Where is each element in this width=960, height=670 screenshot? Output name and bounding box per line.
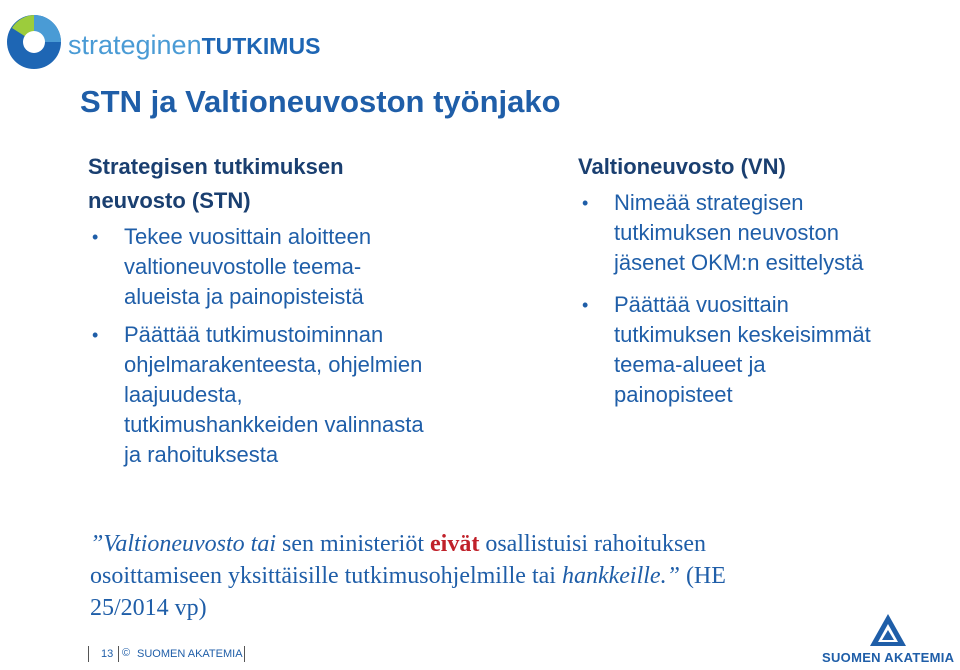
bullet-icon: • <box>582 295 589 315</box>
quote-close-mark: ” <box>666 563 680 589</box>
quote-italic-text: hankkeille. <box>561 563 667 589</box>
bullet-line: laajuudesta, <box>124 382 243 407</box>
bullet-line: Päättää tutkimustoiminnan <box>124 322 384 347</box>
quote-text: osoittamiseen yksittäisille tutkimusohjelmille tai <box>90 563 562 589</box>
footer-divider <box>244 646 245 662</box>
quote-italic-text: Valtioneuvosto tai <box>103 531 277 557</box>
slide-title: STN ja Valtioneuvoston työnjako <box>80 84 561 119</box>
strateginen-tutkimus-logo <box>4 4 321 78</box>
left-bullet-item <box>88 222 548 312</box>
bullet-line: ohjelmarakenteesta, ohjelmien <box>124 352 423 377</box>
bullet-line: tutkimuksen neuvoston <box>614 220 840 245</box>
bullet-line: painopisteet <box>614 382 733 407</box>
bullet-line: ja rahoituksesta <box>124 442 279 467</box>
suomen-akatemia-text: SUOMEN AKATEMIA <box>822 650 955 665</box>
right-bullet-item <box>578 290 958 410</box>
bullet-line: jäsenet OKM:n esittelystä <box>614 250 864 275</box>
right-bullet-list <box>578 188 958 410</box>
bullet-icon: • <box>92 227 99 247</box>
logo-word-tutkimus: TUTKIMUS <box>201 33 321 59</box>
suomen-akatemia-logo <box>822 612 954 666</box>
bullet-line: tutkimushankkeiden valinnasta <box>124 412 424 437</box>
footer-divider <box>88 646 89 662</box>
quote-citation: (HE <box>679 563 726 589</box>
footer <box>0 642 960 670</box>
left-heading-line: neuvosto (STN) <box>88 188 251 213</box>
quote-open-mark: ” <box>90 531 104 557</box>
bullet-line: teema-alueet ja <box>614 352 766 377</box>
left-heading <box>88 150 548 218</box>
left-column <box>88 150 548 470</box>
right-column <box>578 150 958 410</box>
bullet-line: Nimeää strategisen <box>614 190 804 215</box>
bullet-icon: • <box>582 193 589 213</box>
quote-emphasis: eivät <box>430 531 480 557</box>
bullet-line: Päättää vuosittain <box>614 292 789 317</box>
bullet-icon: • <box>92 325 99 345</box>
right-heading: Valtioneuvosto (VN) <box>578 154 786 179</box>
left-bullet-list <box>88 222 548 470</box>
logo-word-strateginen: strateginen <box>68 30 202 60</box>
left-heading-line: Strategisen tutkimuksen <box>88 154 344 179</box>
bullet-line: Tekee vuosittain aloitteen <box>124 224 372 249</box>
quote-text: sen ministeriöt <box>276 531 430 557</box>
footer-divider <box>118 646 119 662</box>
bullet-line: alueista ja painopisteistä <box>124 284 364 309</box>
quote-text: osallistuisi rahoituksen <box>479 531 706 557</box>
footer-org: SUOMEN AKATEMIA <box>137 648 243 660</box>
logo-wordmark <box>68 30 320 61</box>
page-number: 13 <box>101 648 114 660</box>
left-bullet-item <box>88 320 548 470</box>
quote-block <box>90 528 920 624</box>
circle-logo-icon <box>4 4 66 78</box>
triangle-logo-icon <box>868 612 908 648</box>
right-bullet-item <box>578 188 958 278</box>
quote-citation: 25/2014 vp) <box>90 595 207 621</box>
copyright-symbol: © <box>122 647 131 659</box>
bullet-line: valtioneuvostolle teema- <box>124 254 362 279</box>
bullet-line: tutkimuksen keskeisimmät <box>614 322 871 347</box>
